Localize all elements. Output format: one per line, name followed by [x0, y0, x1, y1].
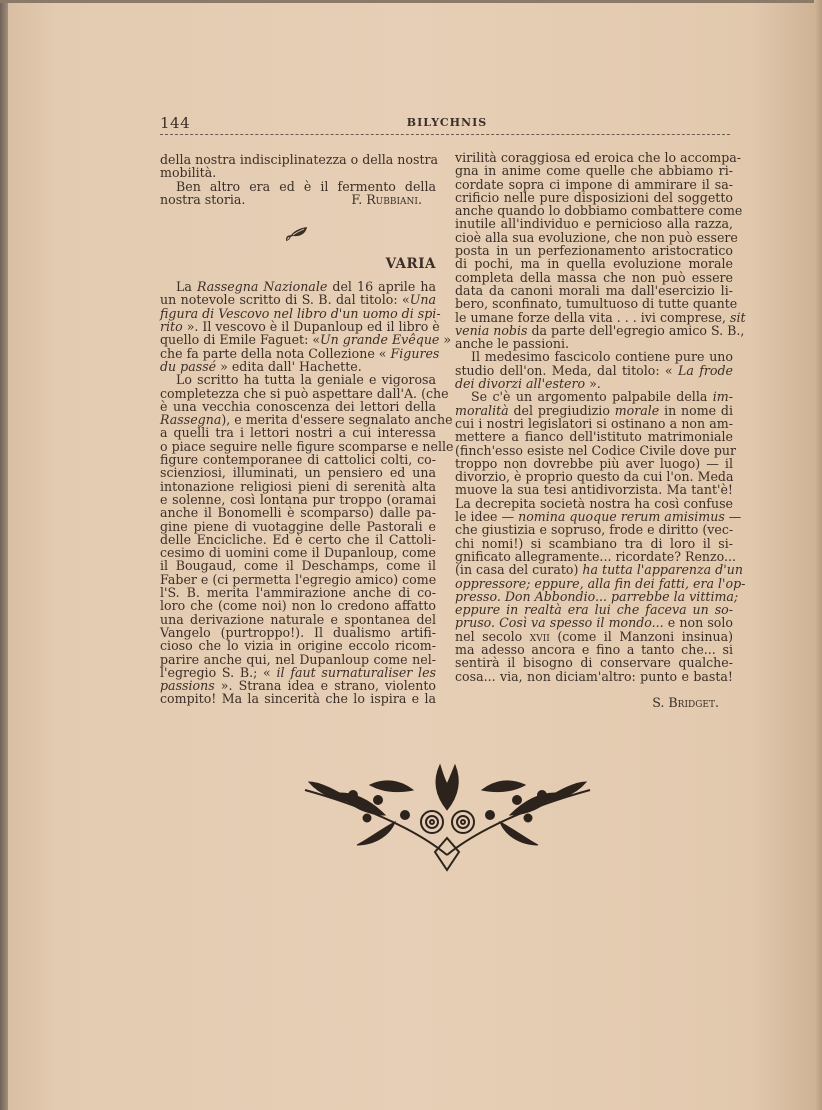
- section-heading-varia: VARIA: [385, 256, 436, 273]
- floral-tailpiece-ornament-icon: [295, 760, 600, 875]
- text-segment: posta in un perfezionamento aristocratico: [455, 243, 733, 259]
- text-segment: figure contemporanee di cattolici colti, co-: [160, 452, 436, 468]
- intro-lines: [160, 152, 439, 194]
- text-segment: (finch'esso esiste nel Codice Civile dove pur: [455, 442, 737, 458]
- italic-text: eppure in realtà era lui che faceva un so-: [455, 602, 733, 618]
- text-line: [455, 337, 733, 350]
- text-segment: le umane forze della vita . . . ivi comprese,: [455, 309, 730, 325]
- text-segment: della nostra indisciplinatezza o della nostra: [160, 152, 439, 167]
- text-segment: cosa... via, non diciam'altro: punto e basta!: [455, 668, 733, 684]
- text-line: [160, 426, 436, 439]
- italic-text: rito: [160, 319, 183, 335]
- text-segment: chi nomi!) si scambiano tra di loro il si-: [455, 535, 733, 551]
- varia-article-right: [455, 150, 746, 684]
- text-segment: completezza che si può aspettare dall'A. (che: [160, 385, 449, 401]
- italic-text: Rassegna Nazionale: [196, 279, 328, 295]
- text-line: [455, 442, 737, 458]
- intro-closing-text: nostra storia.: [160, 191, 246, 207]
- text-segment: cordate sopra ci impone di ammirare il sa-: [455, 176, 733, 192]
- text-segment: ), e merita d'essere segnalato anche: [221, 412, 453, 428]
- text-line: [455, 430, 733, 443]
- text-line: [160, 586, 436, 599]
- text-line: [160, 152, 439, 167]
- header-rule: [160, 134, 730, 135]
- text-segment: del 16 aprile ha: [327, 279, 437, 295]
- intro-closing-line: [160, 193, 436, 206]
- text-line: [455, 457, 733, 470]
- text-segment: troppo non dovrebbe più aver luogo) — il: [455, 455, 733, 471]
- italic-text: oppressore; eppure, alla fin dei fatti, era l'op-: [455, 575, 746, 591]
- text-line: [160, 412, 453, 428]
- text-line: [160, 438, 454, 454]
- text-segment: cioè alla sua evoluzione, che non può essere: [455, 229, 738, 245]
- text-line: [160, 639, 436, 652]
- text-segment: Il medesimo fascicolo contiene pure uno: [471, 349, 733, 365]
- text-line: [160, 280, 436, 293]
- text-line: [455, 257, 733, 270]
- italic-text: morale: [614, 402, 660, 418]
- text-line: [160, 626, 436, 639]
- text-line: [160, 332, 452, 348]
- text-segment: gna in anime come quelle che abbiamo ri-: [455, 163, 733, 179]
- italic-text: Rassegna: [160, 412, 222, 428]
- text-line: [455, 670, 733, 683]
- text-line: [160, 453, 436, 466]
- text-segment: inutile all'individuo e pernicioso alla razza,: [455, 216, 733, 232]
- text-line: [455, 390, 733, 403]
- text-segment: delle Encicliche. Ed è certo che il Cattoli-: [160, 531, 436, 547]
- text-line: [160, 400, 436, 413]
- text-line: [160, 520, 436, 533]
- text-segment: compito! Ma la sincerità che lo ispira e la: [160, 691, 436, 707]
- text-line: [455, 537, 733, 550]
- italic-text: il faut surnaturaliser les: [276, 664, 436, 680]
- text-segment: sentirà il bisogno di conservare qualche-: [455, 655, 733, 671]
- text-segment: e non solo: [663, 615, 734, 631]
- text-segment: mettere a fianco dell'istituto matrimoniale: [455, 429, 733, 445]
- text-line: [455, 616, 733, 629]
- text-line: [160, 373, 436, 386]
- text-segment: Vangelo (purtroppo!). Il dualismo artifi-: [160, 624, 436, 640]
- text-segment: intonazione religiosi pieni di serenità alta: [160, 478, 436, 494]
- text-line: [160, 599, 436, 612]
- text-line: [455, 588, 739, 604]
- text-segment: una derivazione naturale e spontanea del: [160, 611, 436, 627]
- text-segment: virilità coraggiosa ed eroica che lo accompa-: [455, 150, 742, 165]
- text-segment: ».: [585, 376, 601, 392]
- italic-text: Figures: [390, 345, 440, 361]
- text-line: [455, 483, 733, 496]
- text-line: [160, 480, 436, 493]
- left-column: [160, 152, 454, 707]
- text-line: [160, 679, 436, 692]
- text-line: [455, 497, 733, 510]
- italic-text: Una: [409, 292, 436, 308]
- text-segment: studio dell'on. Meda, dal titolo: «: [455, 362, 678, 378]
- text-segment: mobilità.: [160, 165, 217, 181]
- text-line: [160, 533, 436, 546]
- text-line: [455, 309, 746, 325]
- text-segment: o piace seguire nelle figure scomparse e nelle: [160, 438, 454, 454]
- text-line: [455, 548, 737, 564]
- text-segment: in nome di: [659, 402, 733, 418]
- text-segment: (in casa del curato): [455, 562, 583, 578]
- italic-text: du passé: [160, 358, 217, 374]
- text-segment: l'S. B. merita l'ammirazione anche di co-: [160, 585, 436, 601]
- page-binding-edge: [0, 0, 8, 1110]
- text-segment: ». Il vescovo è il Dupanloup ed il libro è: [182, 319, 440, 335]
- text-segment: La: [176, 279, 197, 295]
- text-segment: La decrepita società nostra ha così confuse: [455, 495, 733, 511]
- text-line: [455, 509, 742, 525]
- text-segment: ». Strana idea e strano, violento: [214, 678, 436, 694]
- italic-text: dei divorzi all'estero: [455, 376, 586, 392]
- text-line: [455, 244, 733, 257]
- text-segment: ma adesso ancora e fino a tanto che... si: [455, 641, 733, 657]
- text-line: [455, 562, 743, 578]
- italic-text: La frode: [677, 362, 733, 378]
- text-segment: parire anche qui, nel Dupanloup come nel-: [160, 651, 436, 667]
- text-line: [455, 150, 742, 165]
- text-line: [455, 377, 733, 390]
- text-segment: anche le passioni.: [455, 336, 569, 352]
- italic-text: figura di Vescovo nel libro d'un uomo di spi-: [160, 305, 441, 321]
- text-segment: scienziosi, illuminati, un pensiero ed una: [160, 465, 436, 481]
- text-line: [455, 229, 738, 245]
- author-signature-bridget: S. Bridget.: [652, 694, 719, 710]
- text-line: [455, 630, 733, 643]
- text-line: [160, 559, 436, 572]
- italic-text: sit: [730, 309, 746, 325]
- page-number: 144: [160, 114, 191, 132]
- text-segment: crificio nelle pure disposizioni del soggetto: [455, 189, 733, 205]
- text-segment: quello di Emile Faguet: «: [160, 332, 321, 348]
- italic-text: nomina quoque rerum amisimus: [518, 509, 725, 525]
- italic-text: ha tutta l'apparenza d'un: [582, 562, 743, 578]
- italic-text: presso. Don Abbondio... parrebbe la vittima;: [455, 588, 739, 604]
- text-segment: Lo scritto ha tutta la geniale e vigorosa: [176, 372, 436, 388]
- text-line: [455, 404, 733, 417]
- text-line: [160, 360, 436, 373]
- text-line: [455, 164, 733, 177]
- italic-text: passions: [160, 678, 215, 694]
- text-line: [160, 466, 436, 479]
- text-segment: anche quando lo dobbiamo combattere come: [455, 203, 743, 219]
- text-line: [455, 191, 733, 204]
- text-segment: che giustizia e sopruso, frode e diritto (vec-: [455, 522, 734, 538]
- text-segment: divorzio, è proprio questo da cui l'on. Meda: [455, 469, 734, 485]
- text-line: [455, 656, 733, 669]
- italic-text: moralità: [455, 402, 509, 418]
- italic-text: im-: [712, 389, 733, 405]
- text-segment: del pregiudizio: [508, 402, 615, 418]
- text-line: [455, 203, 743, 219]
- text-segment: gine piene di vuotaggine delle Pastorali e: [160, 518, 436, 534]
- text-line: [160, 653, 436, 666]
- text-line: [160, 180, 436, 193]
- text-line: [160, 293, 436, 306]
- text-segment: muove la sua tesi antidivorzista. Ma tant'è!: [455, 482, 733, 498]
- text-line: [160, 692, 436, 705]
- text-line: [160, 305, 441, 321]
- right-column: [455, 150, 746, 710]
- page-right-edge: [814, 0, 822, 1110]
- text-segment: anche il Bonomelli è scomparso) dalle pa-: [160, 505, 436, 521]
- text-line: [455, 603, 733, 616]
- text-line: [455, 364, 733, 377]
- text-segment: che fa parte della nota Collezione «: [160, 345, 391, 361]
- text-line: [160, 319, 440, 335]
- text-segment: di pochi, ma in quella evoluzione morale: [455, 256, 733, 272]
- text-line: [455, 523, 733, 536]
- text-line: [455, 217, 733, 230]
- text-segment: gnificato allegramente... ricordate? Renzo...: [455, 548, 737, 564]
- text-line: [160, 546, 436, 559]
- text-segment: xvii: [529, 628, 550, 644]
- author-signature-rubbiani: F. Rubbiani.: [351, 191, 422, 207]
- text-segment: bero, sconfinato, tumultuoso di tutte quante: [455, 296, 738, 312]
- text-line: [160, 506, 436, 519]
- text-segment: cui i nostri legislatori si ostinano a non am-: [455, 415, 733, 431]
- text-segment: e solenne, così lontana pur troppo (oramai: [160, 491, 436, 507]
- text-line: [455, 322, 745, 338]
- text-segment: cioso che lo vizia in origine eccolo ricom-: [160, 638, 436, 654]
- text-segment: »: [439, 332, 452, 348]
- text-segment: nel secolo: [455, 628, 530, 644]
- text-segment: Se c'è un argomento palpabile della: [471, 389, 713, 405]
- italic-text: pruso. Così va spesso il mondo...: [455, 615, 664, 631]
- text-line: [160, 345, 440, 361]
- text-segment: a quelli tra i lettori nostri a cui interessa: [160, 425, 436, 441]
- text-segment: (come il Manzoni insinua): [549, 628, 733, 644]
- text-segment: Faber e (ci permetta l'egregio amico) come: [160, 571, 437, 587]
- text-line: [160, 666, 436, 679]
- text-line: [160, 573, 436, 586]
- text-line: [455, 178, 733, 191]
- text-line: [455, 417, 733, 430]
- leaf-ornament-icon: [160, 224, 436, 244]
- text-line: [160, 613, 436, 626]
- text-segment: data da canoni morali ma dall'esercizio li-: [455, 282, 733, 298]
- italic-text: venia nobis: [455, 322, 528, 338]
- running-title: BILYCHNIS: [406, 116, 488, 129]
- text-segment: è una vecchia conoscenza dei lettori della: [160, 398, 436, 414]
- text-segment: un notevole scritto di S. B. dal titolo: «: [160, 292, 410, 308]
- text-line: [455, 271, 733, 284]
- text-line: [455, 284, 733, 297]
- text-segment: l'egregio S. B.; «: [160, 664, 277, 680]
- text-line: [455, 296, 738, 312]
- text-line: [455, 643, 733, 656]
- text-line: [455, 575, 746, 591]
- text-line: [455, 470, 733, 483]
- text-segment: Ben altro era ed è il fermento della: [176, 178, 436, 194]
- text-line: [455, 350, 733, 363]
- text-segment: —: [724, 509, 742, 525]
- text-line: [160, 166, 436, 179]
- text-segment: le idee —: [455, 509, 519, 525]
- text-line: [160, 385, 449, 401]
- text-line: [160, 493, 436, 506]
- text-segment: loro che (come noi) non lo credono affatto: [160, 598, 436, 614]
- text-segment: da parte dell'egregio amico S. B.,: [527, 322, 745, 338]
- text-segment: cesimo di uomini come il Dupanloup, come: [160, 545, 436, 561]
- text-segment: il Bougaud, come il Deschamps, come il: [160, 558, 436, 574]
- text-segment: completa della massa che non può essere: [455, 269, 733, 285]
- text-segment: » edita dall' Hachette.: [216, 358, 362, 374]
- varia-article-left: [160, 279, 454, 707]
- italic-text: Un grande Evêque: [320, 332, 440, 348]
